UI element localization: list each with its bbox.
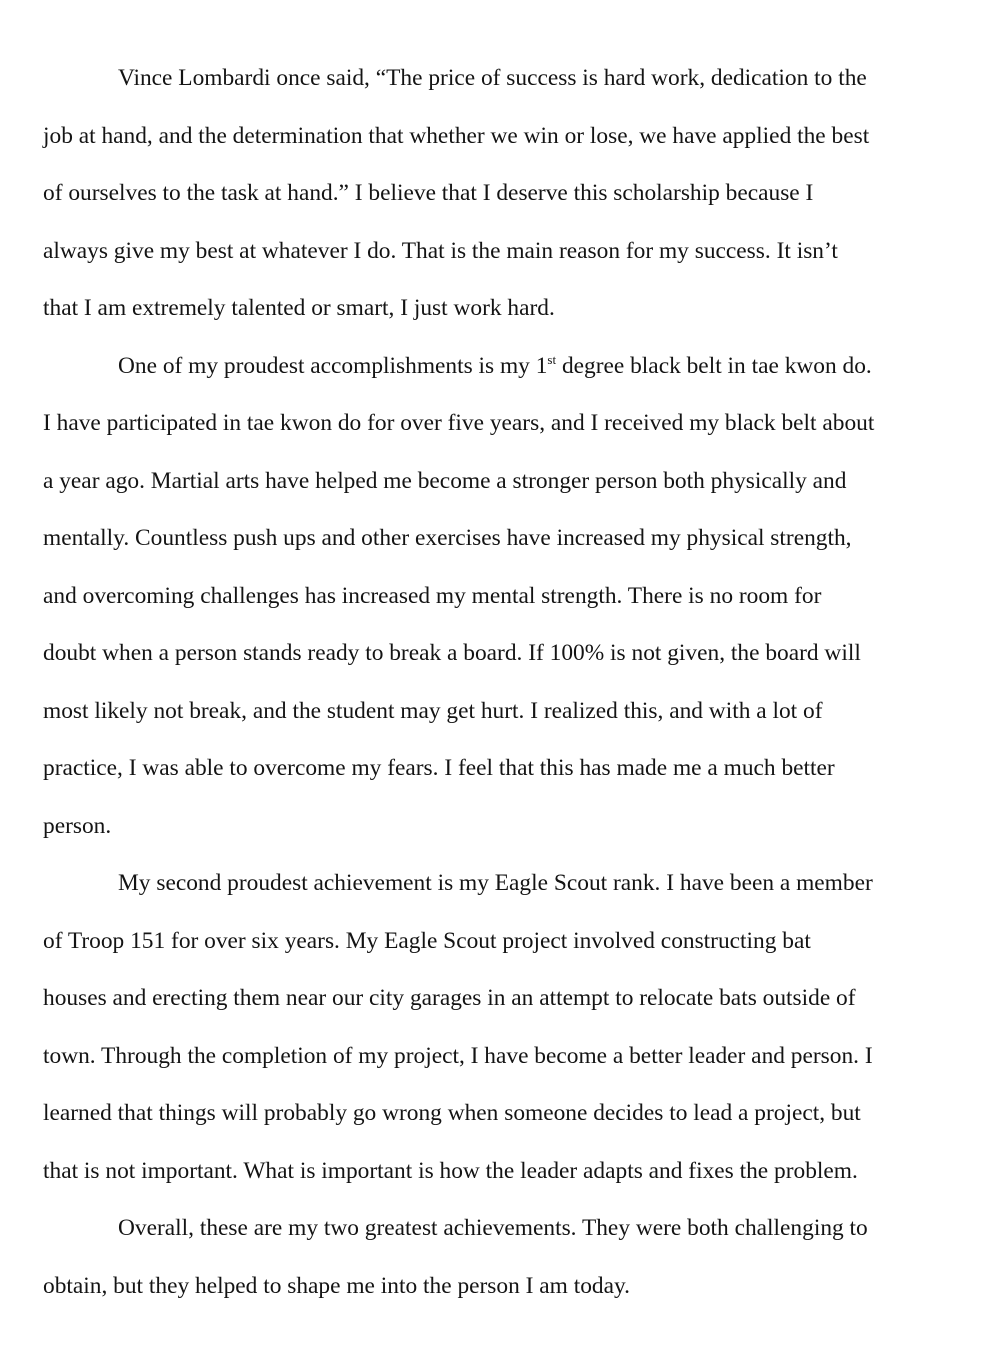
text-segment: One of my proudest accomplishments is my 1 xyxy=(118,352,548,379)
text-line: that is not important. What is important is how the leader adapts and fixes the problem. xyxy=(43,1157,858,1184)
text-line: of Troop 151 for over six years. My Eagle Scout project involved constructing bat xyxy=(43,927,811,954)
text-line xyxy=(43,338,946,396)
paragraph-3 xyxy=(43,855,946,1200)
text-line: Overall, these are my two greatest achievements. They were both challenging to xyxy=(118,1215,868,1241)
text-line: most likely not break, and the student may get hurt. I realized this, and with a lot of xyxy=(43,697,823,724)
text-line: person. xyxy=(43,812,112,839)
paragraph-1 xyxy=(43,50,946,338)
text-line: obtain, but they helped to shape me into the person I am today. xyxy=(43,1272,631,1299)
text-line: job at hand, and the determination that whether we win or lose, we have applied the best xyxy=(43,122,870,149)
text-line: Vince Lombardi once said, “The price of success is hard work, dedication to the xyxy=(118,65,867,91)
text-line: learned that things will probably go wrong when someone decides to lead a project, but xyxy=(43,1100,861,1126)
text-segment: degree black belt in tae kwon do. xyxy=(556,352,872,379)
text-line: that I am extremely talented or smart, I just work hard. xyxy=(43,295,555,321)
text-line: I have participated in tae kwon do for over five years, and I received my black belt about xyxy=(43,410,875,436)
text-line: always give my best at whatever I do. That is the main reason for my success. It isn’t xyxy=(43,237,838,264)
paragraph-2 xyxy=(43,338,946,856)
text-line: mentally. Countless push ups and other exercises have increased my physical strength, xyxy=(43,525,852,551)
text-line: practice, I was able to overcome my fears. I feel that this has made me a much better xyxy=(43,755,835,781)
text-line: doubt when a person stands ready to break a board. If 100% is not given, the board will xyxy=(43,640,861,666)
text-line: a year ago. Martial arts have helped me become a stronger person both physically and xyxy=(43,467,847,494)
text-line: town. Through the completion of my project, I have become a better leader and person. I xyxy=(43,1042,873,1069)
text-line: of ourselves to the task at hand.” I believe that I deserve this scholarship because I xyxy=(43,180,814,206)
text-line: My second proudest achievement is my Eagle Scout rank. I have been a member xyxy=(118,870,873,896)
text-line: and overcoming challenges has increased my mental strength. There is no room for xyxy=(43,582,822,609)
ordinal-superscript: st xyxy=(547,351,557,367)
paragraph-4 xyxy=(43,1200,946,1315)
essay-body xyxy=(43,50,946,1315)
text-line: houses and erecting them near our city garages in an attempt to relocate bats outside of xyxy=(43,985,856,1011)
